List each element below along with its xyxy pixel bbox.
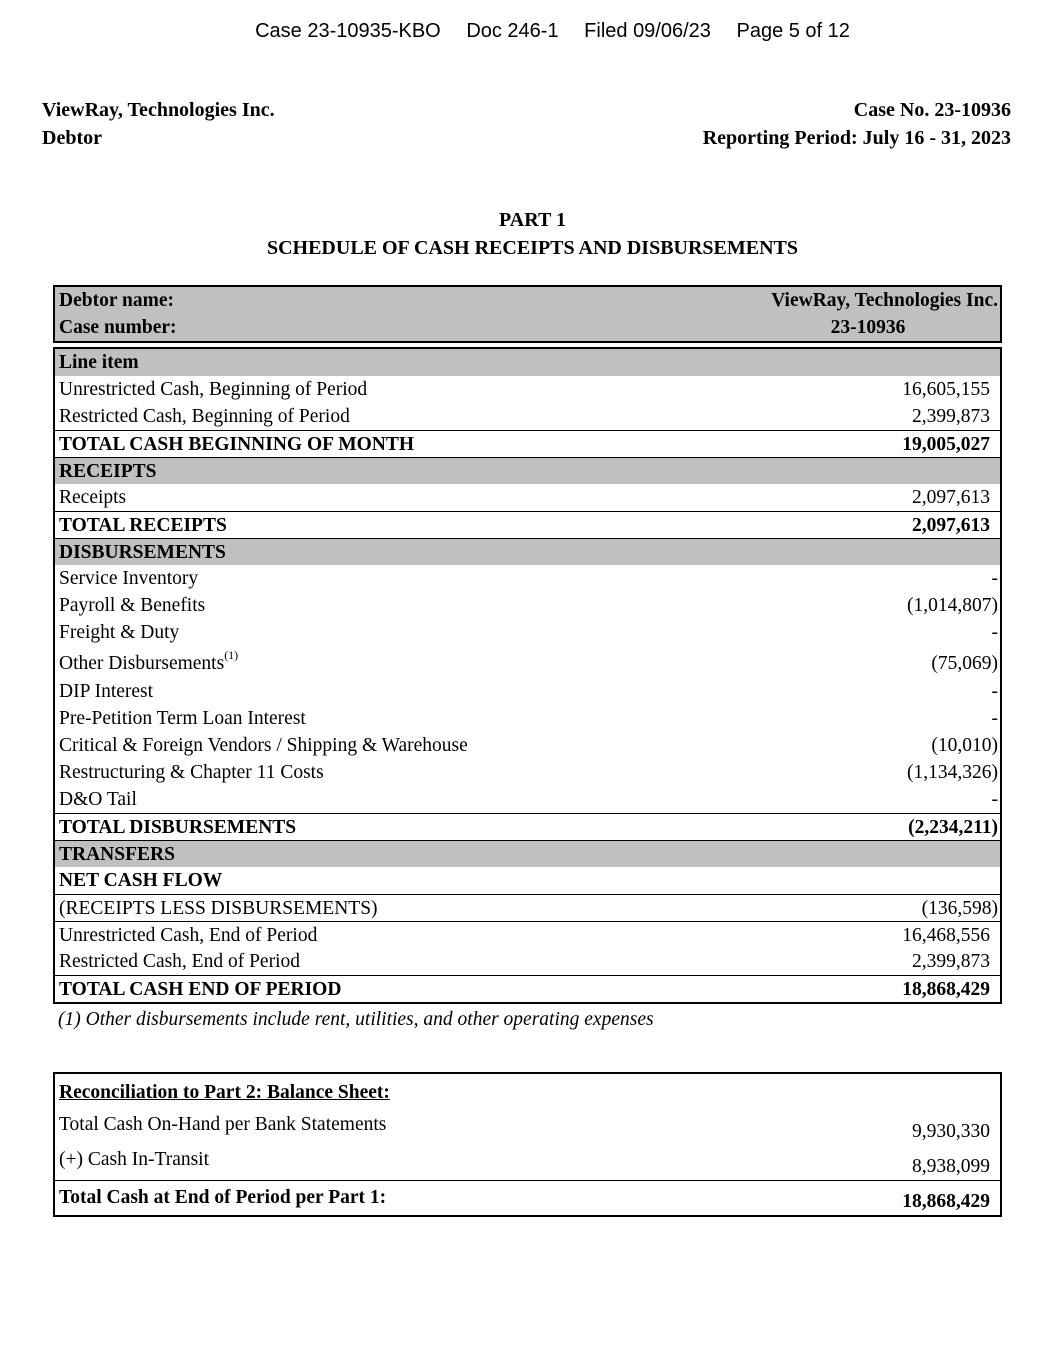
row-label: Restricted Cash, End of Period [59,951,300,972]
table-row [55,592,1000,619]
schedule-title: SCHEDULE OF CASH RECEIPTS AND DISBURSEMENTS [266,237,799,259]
row-value: - [991,622,998,643]
table-row [55,786,1000,813]
row-label: TOTAL DISBURSEMENTS [59,817,297,838]
total-row [55,511,1000,538]
row-label: Critical & Foreign Vendors / Shipping & Warehouse [59,735,468,756]
reconciliation-header [55,1074,1000,1110]
page-title [0,206,1055,262]
row-value: - [991,568,998,589]
footnote-ref: (1) [224,648,239,662]
debtor-name-value: ViewRay, Technologies Inc. [771,290,998,311]
row-value: - [991,681,998,702]
section-label: RECEIPTS [59,461,157,482]
table-row [55,403,1000,430]
page-number-stamp: Page 5 of 12 [736,20,850,42]
total-row [55,1180,1000,1215]
row-label: (+) Cash In-Transit [59,1149,210,1170]
row-label: Payroll & Benefits [59,595,206,616]
row-label: Total Cash On-Hand per Bank Statements [59,1114,387,1135]
filed-date-stamp: Filed 09/06/23 [584,20,711,42]
row-value: 19,005,027 [902,434,990,455]
table-row [55,948,1000,975]
total-row [55,975,1000,1002]
line-item-header-label: Line item [59,352,139,373]
row-label: Unrestricted Cash, Beginning of Period [59,379,368,400]
case-number-value: 23-10936 [830,317,906,338]
row-value: 18,868,429 [902,979,990,1000]
row-label: Unrestricted Cash, End of Period [59,925,318,946]
table-row [55,894,1000,921]
case-number-stamp: Case 23-10935-KBO [255,20,441,42]
table-row [55,759,1000,786]
row-value: (10,010) [931,735,998,756]
section-header-transfers [55,840,1000,867]
row-label: NET CASH FLOW [59,870,223,891]
row-label: TOTAL RECEIPTS [59,515,227,536]
section-header-receipts [55,457,1000,484]
row-label: Restructuring & Chapter 11 Costs [59,762,324,783]
footnote: (1) Other disbursements include rent, utilities, and other operating expenses [58,1009,654,1030]
table-row [55,678,1000,705]
row-label: Receipts [59,487,127,508]
row-label: DIP Interest [59,681,154,702]
other-disbursements-label: Other Disbursements [59,653,225,674]
row-label: Freight & Duty [59,622,180,643]
section-label: TRANSFERS [59,844,175,865]
row-value: 2,097,613 [912,515,990,536]
section-label: DISBURSEMENTS [59,542,226,563]
reconciliation-title: Reconciliation to Part 2: Balance Sheet: [59,1082,390,1103]
case-heading [703,96,1011,152]
row-value: - [991,789,998,810]
reconciliation-box [53,1072,1002,1217]
table-row [55,1110,1000,1145]
doc-number-stamp: Doc 246-1 [466,20,559,42]
row-value: 16,605,155 [902,379,990,400]
cash-schedule-table [53,347,1002,1004]
filing-header [0,20,1055,43]
table-row [55,646,1000,678]
case-number-row [55,314,1000,341]
row-value: 8,938,099 [912,1156,990,1177]
row-value: (75,069) [931,653,998,674]
table-row [55,565,1000,592]
debtor-heading [42,96,275,152]
table-row [55,732,1000,759]
row-value: 2,399,873 [912,951,990,972]
debtor-role: Debtor [42,127,102,149]
debtor-name: ViewRay, Technologies Inc. [42,99,275,121]
debtor-info-box [53,285,1002,343]
row-value: (1,134,326) [907,762,998,783]
section-header-disbursements [55,538,1000,565]
row-label: Restricted Cash, Beginning of Period [59,406,350,427]
table-row [55,376,1000,403]
row-label: TOTAL CASH BEGINNING OF MONTH [59,434,415,455]
row-value: (2,234,211) [908,817,998,838]
row-label [59,646,238,678]
total-row [55,430,1000,457]
row-value: 16,468,556 [902,925,990,946]
table-row [55,619,1000,646]
debtor-name-label: Debtor name: [59,290,174,311]
table-row [55,921,1000,948]
row-value: 18,868,429 [902,1191,990,1212]
row-label: Pre-Petition Term Loan Interest [59,708,306,729]
table-row [55,1145,1000,1180]
row-value: 2,097,613 [912,487,990,508]
reporting-period: Reporting Period: July 16 - 31, 2023 [702,127,1011,149]
row-label: D&O Tail [59,789,137,810]
row-value: - [991,708,998,729]
line-item-header [55,349,1000,376]
debtor-name-row [55,287,1000,314]
total-row [55,813,1000,840]
row-value: (1,014,807) [907,595,998,616]
case-number-label: Case number: [59,317,177,338]
row-label: Total Cash at End of Period per Part 1: [59,1187,387,1208]
row-label: TOTAL CASH END OF PERIOD [59,979,342,1000]
row-value: 2,399,873 [912,406,990,427]
row-label: Service Inventory [59,568,199,589]
part-label: PART 1 [499,209,566,231]
table-row [55,705,1000,732]
table-row [55,484,1000,511]
row-label: (RECEIPTS LESS DISBURSEMENTS) [59,898,378,919]
net-cash-flow-header [55,867,1000,894]
row-value: 9,930,330 [912,1121,990,1142]
row-value: (136,598) [921,898,998,919]
case-no: Case No. 23-10936 [853,99,1011,121]
